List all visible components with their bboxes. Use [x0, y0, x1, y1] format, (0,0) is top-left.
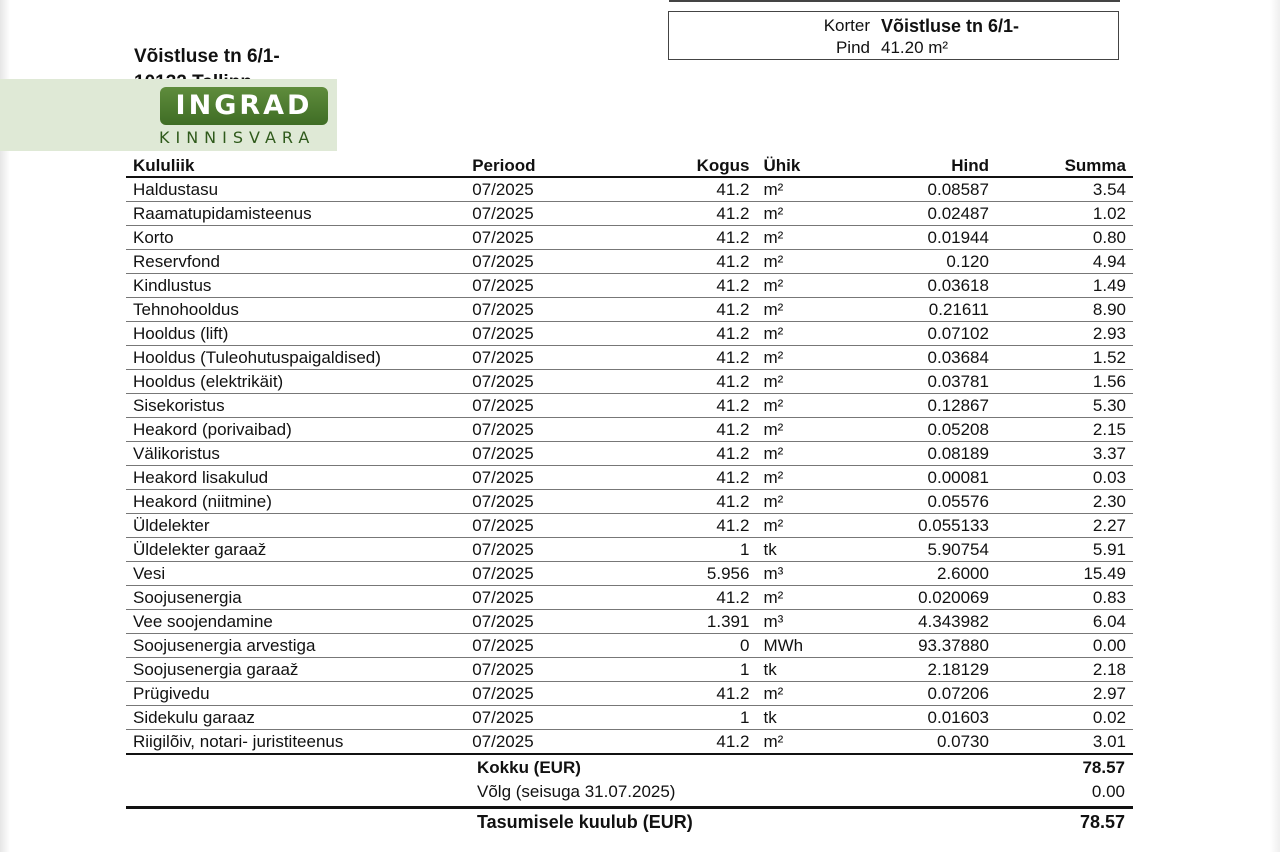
table-row: [126, 610, 1133, 634]
cell-period: 07/2025: [465, 274, 647, 298]
cell-sum: 0.02: [996, 706, 1133, 730]
apartment-label: Korter: [823, 16, 870, 35]
payable-line: [126, 812, 1133, 838]
cell-price: 0.01603: [860, 706, 996, 730]
cell-type: Üldelekter garaaž: [126, 538, 465, 562]
cell-qty: 41.2: [647, 514, 756, 538]
cell-price: 0.08587: [860, 177, 996, 202]
total-line: [126, 758, 1133, 782]
cell-sum: 3.54: [996, 177, 1133, 202]
col-header-price: Hind: [860, 156, 996, 177]
address-block: [134, 44, 434, 79]
cell-qty: 41.2: [647, 586, 756, 610]
cell-unit: m²: [756, 442, 859, 466]
area-value: 41.20 m²: [881, 38, 949, 57]
cell-qty: 41.2: [647, 226, 756, 250]
page-edge-right: [1270, 0, 1280, 852]
cell-type: Üldelekter: [126, 514, 465, 538]
col-header-period: Periood: [465, 156, 647, 177]
table-row: [126, 586, 1133, 610]
cell-price: 0.03781: [860, 370, 996, 394]
cell-type: Heakord (porivaibad): [126, 418, 465, 442]
cell-unit: m²: [756, 250, 859, 274]
cell-period: 07/2025: [465, 442, 647, 466]
top-rule: [669, 0, 1120, 2]
cell-type: Vee soojendamine: [126, 610, 465, 634]
cell-price: 0.00081: [860, 466, 996, 490]
cell-price: 0.07102: [860, 322, 996, 346]
cell-sum: 2.30: [996, 490, 1133, 514]
cell-sum: 2.18: [996, 658, 1133, 682]
cell-type: Raamatupidamisteenus: [126, 202, 465, 226]
cell-type: Sisekoristus: [126, 394, 465, 418]
cell-period: 07/2025: [465, 490, 647, 514]
table-row: [126, 442, 1133, 466]
cell-period: 07/2025: [465, 322, 647, 346]
cell-price: 0.0730: [860, 730, 996, 755]
table-row: [126, 538, 1133, 562]
cell-period: 07/2025: [465, 562, 647, 586]
cell-unit: MWh: [756, 634, 859, 658]
cell-qty: 1: [647, 538, 756, 562]
cell-unit: m²: [756, 177, 859, 202]
col-header-type: Kululiik: [126, 156, 465, 177]
cell-qty: 41.2: [647, 202, 756, 226]
cell-type: Haldustasu: [126, 177, 465, 202]
debt-label: Võlg (seisuga 31.07.2025): [477, 782, 676, 801]
cell-type: Reservfond: [126, 250, 465, 274]
cell-sum: 2.15: [996, 418, 1133, 442]
cell-period: 07/2025: [465, 346, 647, 370]
payable-value: 78.57: [1079, 812, 1125, 832]
cell-unit: m²: [756, 466, 859, 490]
table-row: [126, 730, 1133, 755]
cell-unit: m²: [756, 202, 859, 226]
cell-type: Hooldus (elektrikäit): [126, 370, 465, 394]
cell-qty: 1: [647, 658, 756, 682]
cell-period: 07/2025: [465, 682, 647, 706]
cell-unit: m²: [756, 298, 859, 322]
cell-unit: m²: [756, 418, 859, 442]
cell-price: 5.90754: [860, 538, 996, 562]
cell-period: 07/2025: [465, 466, 647, 490]
cell-sum: 4.94: [996, 250, 1133, 274]
cell-unit: m²: [756, 490, 859, 514]
table-row: [126, 370, 1133, 394]
apartment-value: Võistluse tn 6/1-: [881, 16, 1020, 36]
cell-unit: tk: [756, 538, 859, 562]
cell-period: 07/2025: [465, 394, 647, 418]
table-row: [126, 250, 1133, 274]
table-row: [126, 226, 1133, 250]
cell-type: Hooldus (Tuleohutuspaigaldised): [126, 346, 465, 370]
cell-period: 07/2025: [465, 250, 647, 274]
cell-price: 0.03684: [860, 346, 996, 370]
cell-type: Hooldus (lift): [126, 322, 465, 346]
cell-price: 4.343982: [860, 610, 996, 634]
col-header-unit: Ühik: [756, 156, 859, 177]
cell-sum: 3.37: [996, 442, 1133, 466]
cell-period: 07/2025: [465, 658, 647, 682]
cell-unit: m²: [756, 274, 859, 298]
cell-price: 0.02487: [860, 202, 996, 226]
cell-qty: 41.2: [647, 418, 756, 442]
cell-unit: tk: [756, 706, 859, 730]
cell-type: Korto: [126, 226, 465, 250]
cell-price: 93.37880: [860, 634, 996, 658]
cell-period: 07/2025: [465, 730, 647, 755]
table-row: [126, 466, 1133, 490]
apartment-info-box: [668, 11, 1119, 60]
table-row: [126, 346, 1133, 370]
table-row: [126, 418, 1133, 442]
cell-sum: 1.49: [996, 274, 1133, 298]
cell-type: Heakord lisakulud: [126, 466, 465, 490]
cell-sum: 5.91: [996, 538, 1133, 562]
area-label: Pind: [835, 38, 870, 57]
payable-rule: [126, 806, 1133, 809]
cell-unit: m²: [756, 514, 859, 538]
debt-line: [126, 782, 1133, 806]
cell-qty: 41.2: [647, 177, 756, 202]
cell-type: Riigilõiv, notari- juristiteenus: [126, 730, 465, 755]
table-header-row: [126, 156, 1133, 177]
cell-sum: 1.56: [996, 370, 1133, 394]
cell-unit: m²: [756, 370, 859, 394]
cell-price: 0.055133: [860, 514, 996, 538]
logo-wordmark: INGRAD: [160, 87, 328, 125]
table-row: [126, 562, 1133, 586]
cell-period: 07/2025: [465, 177, 647, 202]
table-row: [126, 298, 1133, 322]
cell-period: 07/2025: [465, 586, 647, 610]
cell-sum: 3.01: [996, 730, 1133, 755]
logo-subtitle: KINNISVARA: [159, 128, 316, 147]
cell-qty: 41.2: [647, 394, 756, 418]
cell-qty: 41.2: [647, 682, 756, 706]
cell-period: 07/2025: [465, 610, 647, 634]
cell-period: 07/2025: [465, 634, 647, 658]
table-row: [126, 634, 1133, 658]
cell-qty: 41.2: [647, 490, 756, 514]
cell-price: 0.12867: [860, 394, 996, 418]
cell-sum: 1.52: [996, 346, 1133, 370]
cell-unit: m²: [756, 730, 859, 755]
cell-unit: m²: [756, 346, 859, 370]
cell-type: Välikoristus: [126, 442, 465, 466]
cell-type: Soojusenergia: [126, 586, 465, 610]
table-row: [126, 706, 1133, 730]
cell-price: 0.05576: [860, 490, 996, 514]
cell-qty: 41.2: [647, 298, 756, 322]
cell-price: 0.03618: [860, 274, 996, 298]
cell-price: 2.18129: [860, 658, 996, 682]
cell-price: 0.21611: [860, 298, 996, 322]
apartment-row: [669, 16, 1118, 38]
cell-qty: 41.2: [647, 346, 756, 370]
table-row: [126, 274, 1133, 298]
col-header-qty: Kogus: [647, 156, 756, 177]
cell-qty: 41.2: [647, 274, 756, 298]
cell-qty: 41.2: [647, 370, 756, 394]
cell-sum: 0.00: [996, 634, 1133, 658]
cell-qty: 41.2: [647, 466, 756, 490]
table-row: [126, 490, 1133, 514]
costs-table: [126, 156, 1133, 755]
cell-unit: m²: [756, 682, 859, 706]
cell-sum: 1.02: [996, 202, 1133, 226]
cell-unit: m³: [756, 610, 859, 634]
col-header-sum: Summa: [996, 156, 1133, 177]
totals-block: [126, 758, 1133, 806]
cell-qty: 5.956: [647, 562, 756, 586]
table-row: [126, 177, 1133, 202]
cell-qty: 0: [647, 634, 756, 658]
cell-sum: 2.27: [996, 514, 1133, 538]
cell-price: 0.020069: [860, 586, 996, 610]
table-row: [126, 394, 1133, 418]
cell-sum: 0.80: [996, 226, 1133, 250]
cell-type: Tehnohooldus: [126, 298, 465, 322]
cell-qty: 41.2: [647, 730, 756, 755]
table-row: [126, 658, 1133, 682]
cell-sum: 0.83: [996, 586, 1133, 610]
cell-unit: m²: [756, 586, 859, 610]
total-label: Kokku (EUR): [477, 758, 581, 777]
cell-sum: 2.93: [996, 322, 1133, 346]
cell-type: Soojusenergia arvestiga: [126, 634, 465, 658]
cell-period: 07/2025: [465, 202, 647, 226]
cell-sum: 5.30: [996, 394, 1133, 418]
total-value: 78.57: [1082, 758, 1125, 777]
cell-price: 2.6000: [860, 562, 996, 586]
cell-price: 0.05208: [860, 418, 996, 442]
cell-price: 0.01944: [860, 226, 996, 250]
table-row: [126, 682, 1133, 706]
cell-sum: 6.04: [996, 610, 1133, 634]
cell-type: Vesi: [126, 562, 465, 586]
cell-sum: 15.49: [996, 562, 1133, 586]
address-line-1: Võistluse tn 6/1-: [134, 46, 280, 67]
table-row: [126, 322, 1133, 346]
cell-type: Heakord (niitmine): [126, 490, 465, 514]
cell-unit: tk: [756, 658, 859, 682]
table-row: [126, 514, 1133, 538]
cell-type: Kindlustus: [126, 274, 465, 298]
table-row: [126, 202, 1133, 226]
cell-price: 0.08189: [860, 442, 996, 466]
cell-type: Sidekulu garaaz: [126, 706, 465, 730]
cell-sum: 8.90: [996, 298, 1133, 322]
cell-unit: m²: [756, 322, 859, 346]
cell-period: 07/2025: [465, 298, 647, 322]
cell-period: 07/2025: [465, 538, 647, 562]
cell-period: 07/2025: [465, 514, 647, 538]
cell-period: 07/2025: [465, 226, 647, 250]
cell-period: 07/2025: [465, 418, 647, 442]
cell-type: Prügivedu: [126, 682, 465, 706]
cell-unit: m²: [756, 226, 859, 250]
cell-unit: m²: [756, 394, 859, 418]
cell-qty: 1.391: [647, 610, 756, 634]
cell-qty: 41.2: [647, 322, 756, 346]
debt-value: 0.00: [1091, 782, 1125, 801]
cell-period: 07/2025: [465, 370, 647, 394]
cell-price: 0.07206: [860, 682, 996, 706]
cell-qty: 41.2: [647, 250, 756, 274]
cell-unit: m³: [756, 562, 859, 586]
payable-label: Tasumisele kuulub (EUR): [477, 812, 693, 832]
table-body: [126, 177, 1133, 754]
cell-sum: 2.97: [996, 682, 1133, 706]
cell-period: 07/2025: [465, 706, 647, 730]
cell-qty: 41.2: [647, 442, 756, 466]
area-row: [669, 38, 1118, 60]
cell-sum: 0.03: [996, 466, 1133, 490]
cell-qty: 1: [647, 706, 756, 730]
cell-type: Soojusenergia garaaž: [126, 658, 465, 682]
cell-price: 0.120: [860, 250, 996, 274]
